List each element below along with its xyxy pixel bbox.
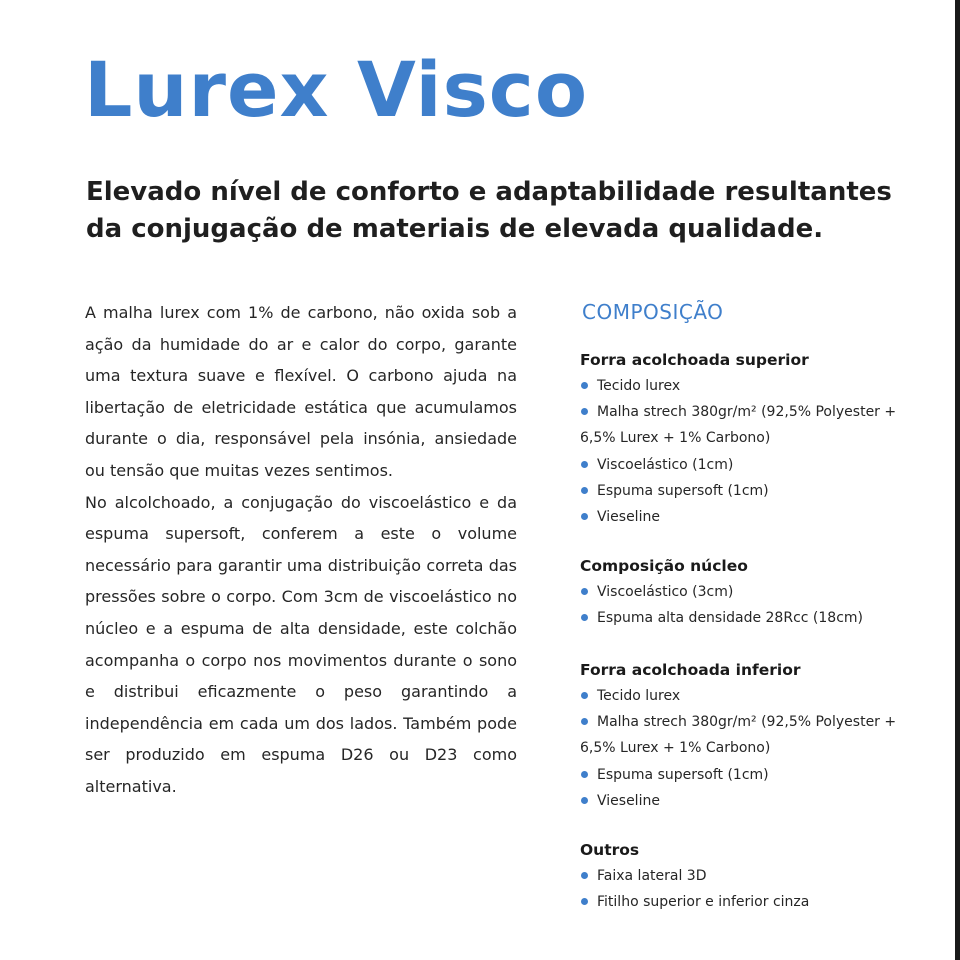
item-label: Vieseline [597,509,660,526]
group-list [580,683,900,814]
list-item [580,863,900,889]
group-title: Composição núcleo [580,557,748,575]
list-item [580,452,900,478]
group-title: Forra acolchoada inferior [580,661,801,679]
list-item [580,788,900,814]
subtitle-line-1: Elevado nível de conforto e adaptabilidade resultantes [86,177,892,207]
bullet-icon [581,588,588,595]
item-label: Malha strech 380gr/m² (92,5% Polyester + 6,5% Lurex + 1% Carbono) [580,404,897,447]
item-label: Tecido lurex [597,378,681,394]
group-title: Forra acolchoada superior [580,351,809,369]
bullet-icon [581,718,588,725]
group-list [580,863,900,915]
list-item [580,709,900,761]
item-label: Vieseline [597,792,660,809]
bullet-icon [581,408,588,415]
composition-group-other [580,839,900,915]
group-title: Outros [580,841,640,859]
item-label: Malha strech 380gr/m² (92,5% Polyester + 6,5% Lurex + 1% Carbono) [580,714,897,757]
composition-heading: COMPOSIÇÃO [582,300,724,324]
item-label: Viscoelástico (1cm) [597,456,734,473]
product-subtitle [86,174,906,248]
item-label: Faixa lateral 3D [597,868,707,884]
list-item [580,504,900,530]
item-label: Espuma alta densidade 28Rcc (18cm) [597,610,863,627]
composition-group-lower [580,659,900,814]
list-item [580,399,900,451]
group-list [580,579,900,631]
product-title: Lurex Visco [84,45,589,134]
description-paragraph-1: A malha lurex com 1% de carbono, não oxida sob a ação da humidade do ar e calor do corpo, garante uma textura suave e flexível. O carbono ajuda na libertação de eletricidade estática que acumulamos durante o dia, responsável pela insónia, ansiedade ou tensão que muitas vezes sentimos. [85,303,517,480]
bullet-icon [581,614,588,621]
subtitle-line-2: da conjugação de materiais de elevada qualidade. [86,214,824,244]
product-description [85,297,517,803]
list-item [580,889,900,915]
list-item [580,683,900,709]
item-label: Viscoelástico (3cm) [597,584,734,600]
bullet-icon [581,461,588,468]
bullet-icon [581,487,588,494]
bullet-icon [581,771,588,778]
bullet-icon [581,797,588,804]
group-list [580,373,900,530]
bullet-icon [581,872,588,879]
bullet-icon [581,692,588,699]
list-item [580,605,900,631]
item-label: Tecido lurex [597,688,681,704]
bullet-icon [581,382,588,389]
item-label: Espuma supersoft (1cm) [597,482,769,499]
list-item [580,762,900,788]
list-item [580,579,900,605]
description-paragraph-2: No alcolchoado, a conjugação do viscoelástico e da espuma supersoft, conferem a este o volume necessário para garantir uma distribuição correta das pressões sobre o corpo. Com 3cm de viscoelástico no núcleo e a espuma de alta densidade, este colchão acompanha o corpo nos movimentos durante o sono e distribui eficazmente o peso garantindo a independência em cada um dos lados. Também pode ser produzido em espuma D26 ou D23 como alternativa. [85,492,517,796]
composition-group-core [580,555,900,631]
item-label: Espuma supersoft (1cm) [597,766,769,783]
page-edge-border [955,0,960,960]
bullet-icon [581,513,588,520]
bullet-icon [581,898,588,905]
list-item [580,478,900,504]
list-item [580,373,900,399]
composition-group-upper [580,349,900,530]
item-label: Fitilho superior e inferior cinza [597,894,810,911]
